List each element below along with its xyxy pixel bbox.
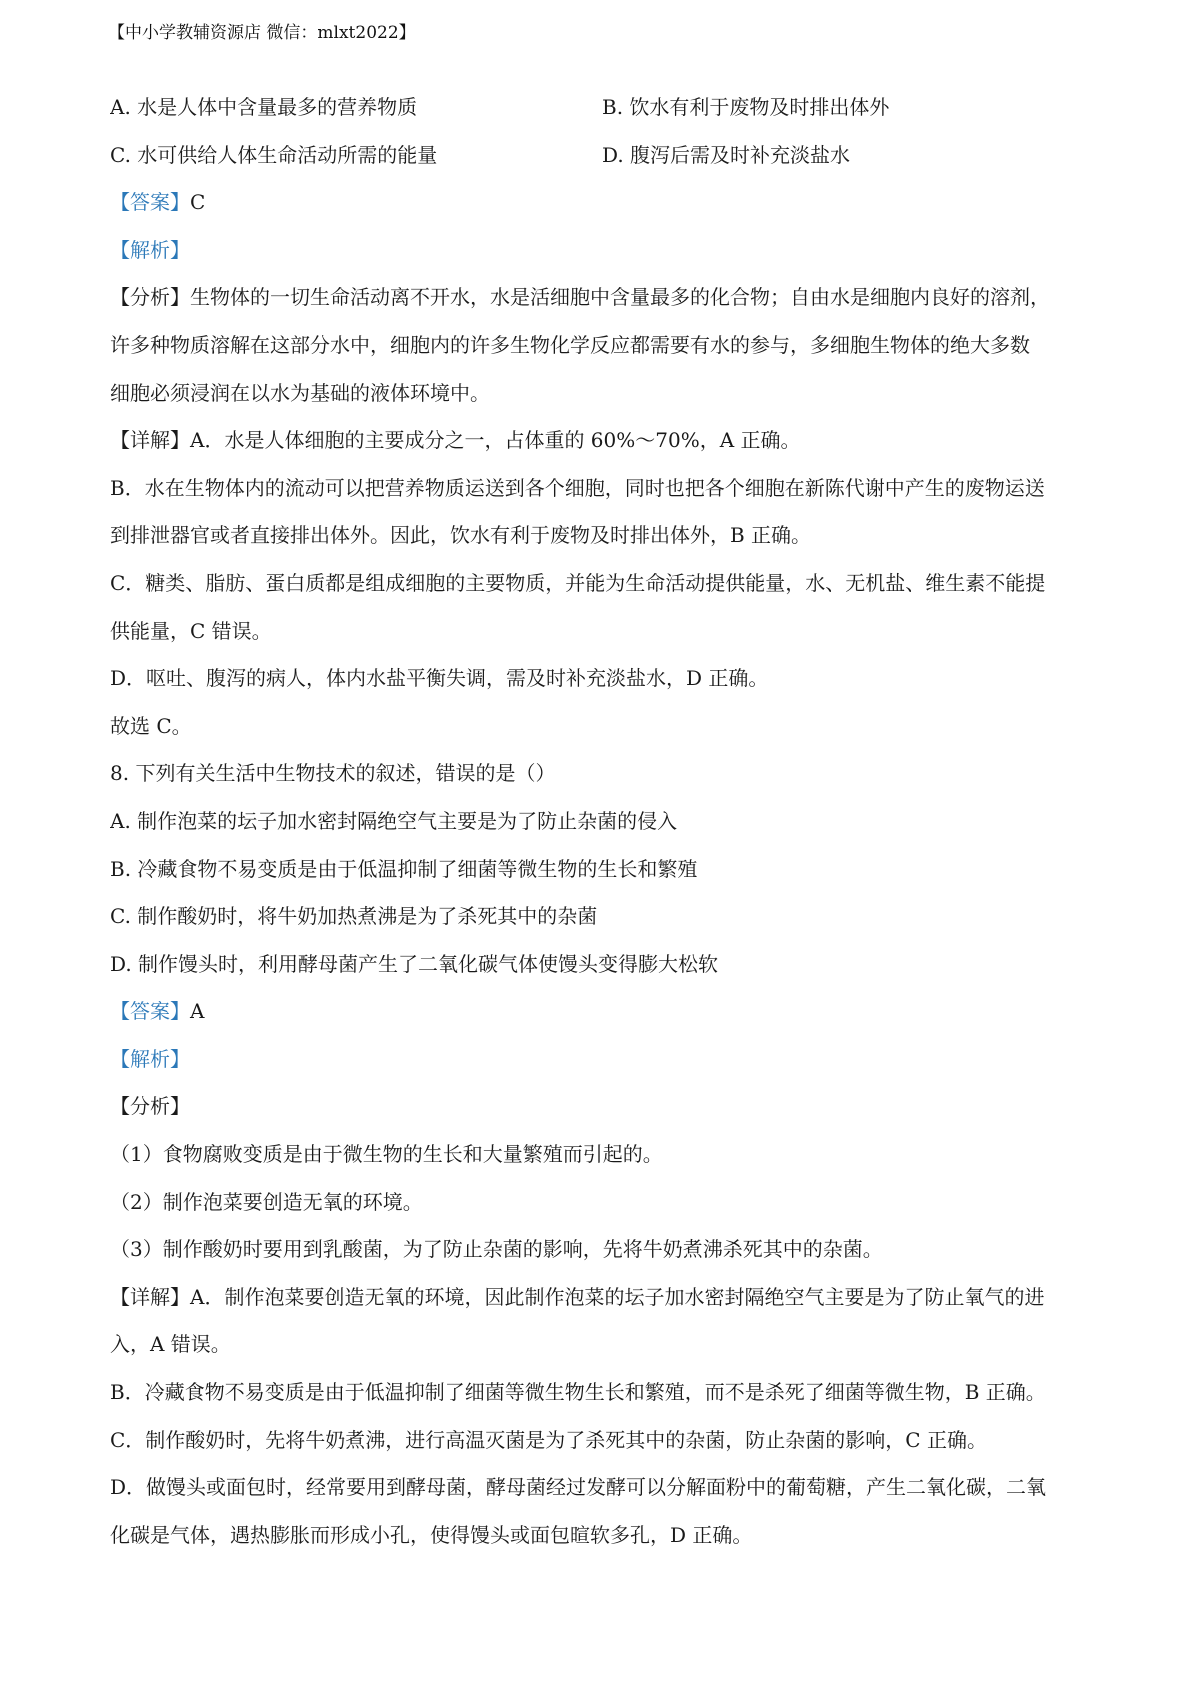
q7-analysis-line: 许多种物质溶解在这部分水中，细胞内的许多生物化学反应都需要有水的参与，多细胞生物体的绝大多数 [110, 332, 1030, 357]
q7-detail-line: 到排泄器官或者直接排出体外。因此，饮水有利于废物及时排出体外，B 正确。 [110, 523, 812, 548]
q7-analysis-line: 细胞必须浸润在以水为基础的液体环境中。 [110, 380, 490, 405]
q8-analysis-line: 【分析】 [110, 1094, 190, 1119]
answer-value: C [190, 190, 206, 215]
q7-detail-line: C．糖类、脂肪、蛋白质都是组成细胞的主要物质，并能为生命活动提供能量，水、无机盐、维生素不能提 [110, 570, 1046, 595]
answer-tag: 【答案】 [110, 190, 190, 215]
q8-option-d: D. 制作馒头时，利用酵母菌产生了二氧化碳气体使馒头变得膨大松软 [110, 951, 719, 976]
q7-option-a: A. 水是人体中含量最多的营养物质 [110, 95, 418, 119]
q7-analysis-heading [110, 238, 1100, 286]
q7-answer [110, 190, 1100, 238]
q8-answer [110, 999, 1100, 1047]
q8-detail-line: B．冷藏食物不易变质是由于低温抑制了细菌等微生物生长和繁殖，而不是杀死了细菌等微生物，B 正确。 [110, 1380, 1046, 1405]
q7-detail-line: 供能量，C 错误。 [110, 618, 272, 643]
q8-detail-line: 化碳是气体，遇热膨胀而形成小孔，使得馒头或面包暄软多孔，D 正确。 [110, 1522, 753, 1547]
q8-analysis-line: （1）食物腐败变质是由于微生物的生长和大量繁殖而引起的。 [110, 1142, 663, 1167]
answer-value: A [190, 999, 205, 1024]
q7-detail-line: 【详解】A．水是人体细胞的主要成分之一，占体重的 60%～70%，A 正确。 [110, 428, 801, 453]
q7-option-d: D. 腹泻后需及时补充淡盐水 [602, 142, 851, 167]
document-body [110, 95, 1100, 1570]
answer-tag: 【答案】 [110, 999, 190, 1024]
q8-option-b: B. 冷藏食物不易变质是由于低温抑制了细菌等微生物的生长和繁殖 [110, 856, 698, 881]
q8-detail-line: 【详解】A．制作泡菜要创造无氧的环境，因此制作泡菜的坛子加水密封隔绝空气主要是为了防止氧气的进 [110, 1284, 1045, 1309]
q8-detail-line: 入，A 错误。 [110, 1332, 231, 1357]
q8-analysis-line: （2）制作泡菜要创造无氧的环境。 [110, 1189, 423, 1214]
q7-options-row-2 [110, 143, 1100, 191]
q8-detail-line: C．制作酸奶时，先将牛奶煮沸，进行高温灭菌是为了杀死其中的杂菌，防止杂菌的影响，C 正确。 [110, 1427, 987, 1452]
analysis-tag: 【解析】 [110, 237, 190, 262]
q8-analysis-line: （3）制作酸奶时要用到乳酸菌，为了防止杂菌的影响，先将牛奶煮沸杀死其中的杂菌。 [110, 1237, 883, 1262]
q7-analysis-line: 【分析】生物体的一切生命活动离不开水，水是活细胞中含量最多的化合物；自由水是细胞内良好的溶剂， [110, 285, 1050, 310]
q7-detail-line: B．水在生物体内的流动可以把营养物质运送到各个细胞，同时也把各个细胞在新陈代谢中产生的废物运送 [110, 475, 1045, 500]
q7-option-c: C. 水可供给人体生命活动所需的能量 [110, 142, 438, 167]
page-header: 【中小学教辅资源店 微信：mlxt2022】 [108, 23, 416, 43]
q8-analysis-heading [110, 1047, 1100, 1095]
q8-stem: 8. 下列有关生活中生物技术的叙述，错误的是（） [110, 761, 556, 786]
q8-detail-line: D．做馒头或面包时，经常要用到酵母菌，酵母菌经过发酵可以分解面粉中的葡萄糖，产生二氧化碳，二氧 [110, 1475, 1047, 1500]
q7-option-b: B. 饮水有利于废物及时排出体外 [602, 95, 890, 119]
q8-option-c: C. 制作酸奶时，将牛奶加热煮沸是为了杀死其中的杂菌 [110, 904, 598, 929]
q8-option-a: A. 制作泡菜的坛子加水密封隔绝空气主要是为了防止杂菌的侵入 [110, 808, 678, 833]
q7-detail-line: D．呕吐、腹泻的病人，体内水盐平衡失调，需及时补充淡盐水，D 正确。 [110, 666, 769, 691]
analysis-tag: 【解析】 [110, 1046, 190, 1071]
q7-conclusion: 故选 C。 [110, 713, 192, 738]
q7-options-row-1 [110, 95, 1100, 143]
